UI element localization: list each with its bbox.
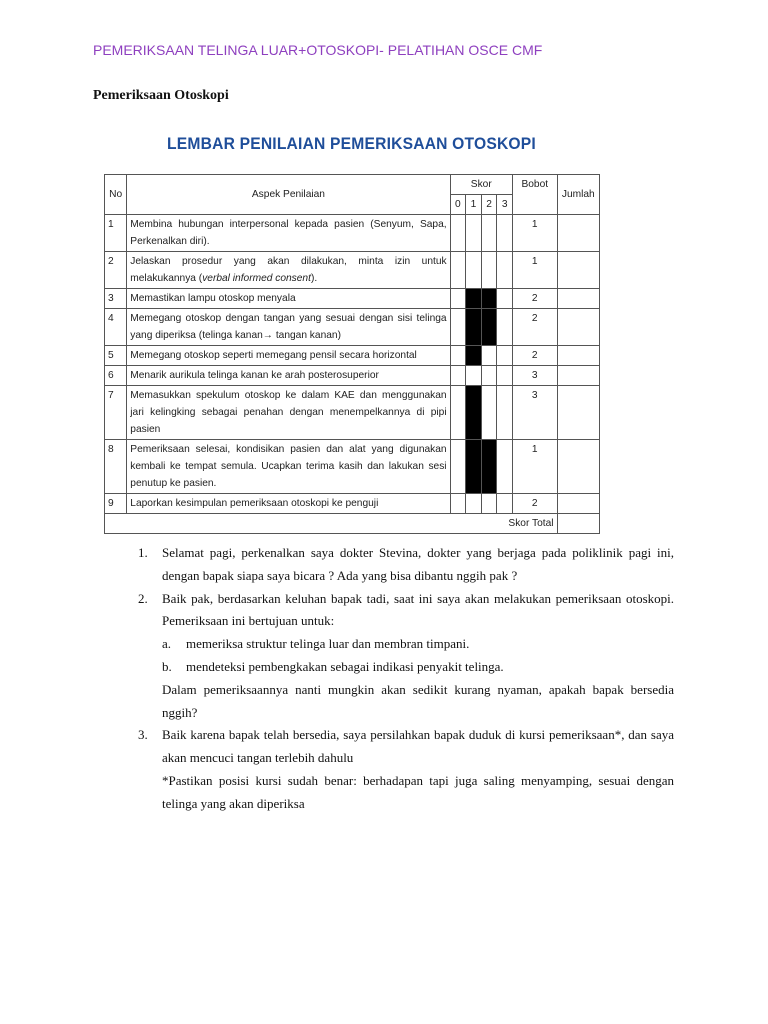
step-text: Selamat pagi, perkenalkan saya dokter Stevina, dokter yang berjaga pada poliklinik pagi ini, dengan bapak siapa saya bicara ? Ada yang bisa dibantu nggih pak ? xyxy=(162,545,674,583)
list-item xyxy=(138,588,674,725)
row-aspect-suffix: ). xyxy=(310,273,318,284)
step-note: *Pastikan posisi kursi sudah benar: berhadapan tapi juga saling menyamping, sesuai dengan telinga yang akan diperiksa xyxy=(162,772,674,811)
row-aspect: Memastikan lampu otoskop menyala xyxy=(127,289,450,309)
row-number: 7 xyxy=(105,386,127,440)
col-header-aspek: Aspek Penilaian xyxy=(127,175,450,215)
score-cell xyxy=(466,494,482,514)
score-cell-blocked xyxy=(481,309,497,346)
script-steps xyxy=(138,542,674,816)
score-cell xyxy=(497,289,513,309)
score-cell-blocked xyxy=(466,440,482,494)
row-number: 3 xyxy=(105,289,127,309)
score-cell xyxy=(450,252,466,289)
score-header-3: 3 xyxy=(497,195,513,215)
score-cell xyxy=(481,386,497,440)
score-cell-blocked xyxy=(481,440,497,494)
total-row xyxy=(105,514,600,534)
row-number: 4 xyxy=(105,309,127,346)
score-cell xyxy=(450,215,466,252)
table-row xyxy=(105,289,600,309)
table-row xyxy=(105,252,600,289)
score-cell xyxy=(481,494,497,514)
table-row xyxy=(105,215,600,252)
row-total xyxy=(557,440,599,494)
score-cell xyxy=(466,215,482,252)
score-cell xyxy=(497,215,513,252)
score-cell xyxy=(450,440,466,494)
score-cell xyxy=(450,494,466,514)
step-number: 3. xyxy=(138,727,148,743)
row-total xyxy=(557,366,599,386)
row-number: 2 xyxy=(105,252,127,289)
score-cell xyxy=(481,252,497,289)
step-followup-text: Dalam pemeriksaannya nanti mungkin akan sedikit kurang nyaman, apakah bapak bersedia nggih? xyxy=(162,681,674,720)
sub-item xyxy=(162,656,674,679)
score-cell-blocked xyxy=(466,309,482,346)
col-header-skor: Skor xyxy=(450,175,512,195)
score-cell-blocked xyxy=(466,289,482,309)
document-header: PEMERIKSAAN TELINGA LUAR+OTOSKOPI- PELATIHAN OSCE CMF xyxy=(93,42,543,58)
row-aspect xyxy=(127,252,450,289)
row-number: 5 xyxy=(105,346,127,366)
row-aspect: Memegang otoskop seperti memegang pensil secara horizontal xyxy=(127,346,450,366)
row-weight: 1 xyxy=(512,252,557,289)
step-number: 1. xyxy=(138,545,148,560)
section-title: Pemeriksaan Otoskopi xyxy=(93,88,229,103)
list-item xyxy=(138,542,674,588)
row-number: 1 xyxy=(105,215,127,252)
step-text: Baik pak, berdasarkan keluhan bapak tadi, saat ini saya akan melakukan pemeriksaan otoskopi. Pemeriksaan ini bertujuan untuk: xyxy=(162,590,674,629)
row-number: 9 xyxy=(105,494,127,514)
sub-item xyxy=(162,633,674,656)
score-cell xyxy=(497,440,513,494)
score-header-2: 2 xyxy=(481,195,497,215)
assessment-sheet-title: LEMBAR PENILAIAN PEMERIKSAAN OTOSKOPI xyxy=(167,134,536,153)
score-cell xyxy=(497,494,513,514)
col-header-bobot: Bobot xyxy=(512,175,557,215)
sub-item-text: mendeteksi pembengkakan sebagai indikasi penyakit telinga. xyxy=(186,658,504,674)
row-weight: 1 xyxy=(512,215,557,252)
row-aspect: Pemeriksaan selesai, kondisikan pasien dan alat yang digunakan kembali ke tempat semula. Ucapkan terima kasih dan lakukan sesi penutup ke pasien. xyxy=(127,440,450,494)
score-cell xyxy=(450,346,466,366)
sub-item-letter: b. xyxy=(162,658,172,674)
row-aspect-italic: verbal informed consent xyxy=(202,273,311,284)
total-value xyxy=(557,514,599,534)
row-total xyxy=(557,386,599,440)
row-aspect: Laporkan kesimpulan pemeriksaan otoskopi ke penguji xyxy=(127,494,450,514)
row-total xyxy=(557,494,599,514)
row-weight: 3 xyxy=(512,386,557,440)
score-cell xyxy=(497,366,513,386)
row-number: 6 xyxy=(105,366,127,386)
score-cell xyxy=(450,309,466,346)
col-header-jumlah: Jumlah xyxy=(557,175,599,215)
step-number: 2. xyxy=(138,590,148,606)
row-total xyxy=(557,289,599,309)
score-cell xyxy=(466,252,482,289)
score-cell-blocked xyxy=(466,386,482,440)
col-header-no: No xyxy=(105,175,127,215)
score-cell xyxy=(481,215,497,252)
table-row xyxy=(105,386,600,440)
row-weight: 2 xyxy=(512,289,557,309)
list-item xyxy=(138,724,674,815)
step-text: Baik karena bapak telah bersedia, saya persilahkan bapak duduk di kursi pemeriksaan*, dan saya akan mencuci tangan terlebih dahulu xyxy=(162,727,674,766)
score-cell-blocked xyxy=(481,289,497,309)
score-cell xyxy=(450,386,466,440)
score-cell xyxy=(497,309,513,346)
score-header-1: 1 xyxy=(466,195,482,215)
row-weight: 2 xyxy=(512,346,557,366)
score-cell xyxy=(497,252,513,289)
row-weight: 2 xyxy=(512,494,557,514)
score-cell xyxy=(497,346,513,366)
row-weight: 3 xyxy=(512,366,557,386)
row-weight: 2 xyxy=(512,309,557,346)
table-row xyxy=(105,309,600,346)
score-cell xyxy=(481,346,497,366)
score-cell xyxy=(497,386,513,440)
row-aspect: Membina hubungan interpersonal kepada pasien (Senyum, Sapa, Perkenalkan diri). xyxy=(127,215,450,252)
row-aspect-text: Jelaskan prosedur yang akan dilakukan, minta izin untuk melakukannya ( xyxy=(130,256,447,284)
row-total xyxy=(557,252,599,289)
table-row xyxy=(105,494,600,514)
score-cell-blocked xyxy=(466,346,482,366)
score-cell xyxy=(450,366,466,386)
sub-item-text: memeriksa struktur telinga luar dan membran timpani. xyxy=(186,636,470,652)
assessment-table xyxy=(104,174,600,534)
row-total xyxy=(557,309,599,346)
row-number: 8 xyxy=(105,440,127,494)
row-total xyxy=(557,346,599,366)
row-aspect: Memasukkan spekulum otoskop ke dalam KAE dan menggunakan jari kelingking sebagai penahan dengan menempelkannya di pipi pasien xyxy=(127,386,450,440)
total-label: Skor Total xyxy=(105,514,558,534)
table-row xyxy=(105,366,600,386)
row-aspect: Memegang otoskop dengan tangan yang sesuai dengan sisi telinga yang diperiksa (telinga kanan→ tangan kanan) xyxy=(127,309,450,346)
score-cell xyxy=(450,289,466,309)
score-cell xyxy=(466,366,482,386)
table-row xyxy=(105,346,600,366)
row-total xyxy=(557,215,599,252)
score-cell xyxy=(481,366,497,386)
sub-item-letter: a. xyxy=(162,636,172,652)
row-aspect: Menarik aurikula telinga kanan ke arah posterosuperior xyxy=(127,366,450,386)
table-row xyxy=(105,440,600,494)
score-header-0: 0 xyxy=(450,195,466,215)
row-weight: 1 xyxy=(512,440,557,494)
